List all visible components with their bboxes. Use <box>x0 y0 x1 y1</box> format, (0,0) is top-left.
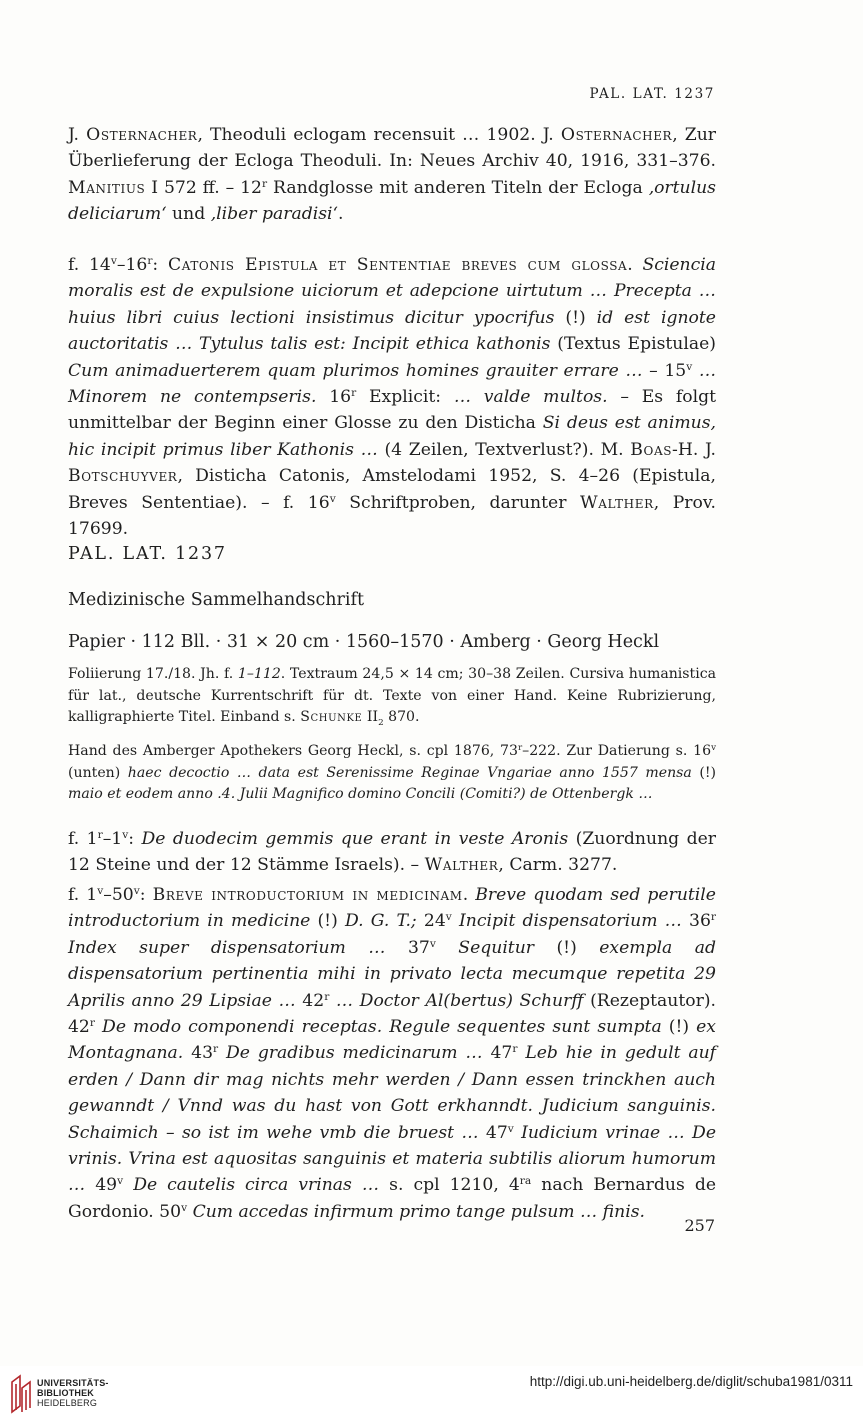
page-number: 257 <box>684 1216 715 1235</box>
paragraph-breve-introductorium: f. 1$^v$–50$^v$: Breve introductorium in medicinam. Breve quodam sed perutile introductorium in medicine (!) D. G. T.; 24$^v$ Incipit dispensatorium … 36$^r$ Index super dispensatorium … 37$^v$ Sequitur (!) exempla ad dispensatorium pertinentia mihi in privato lecta mecumque repetita 29 Aprilis anno 29 Lipsiae … 42$^r$ … Doctor Al(bertus) Schurff (Rezeptautor). 42$^r$ De modo componendi receptas. Regule sequentes sunt sumpta (!) ex Montagnana. 43$^r$ De gradibus medicinarum … 47$^r$ Leb hie in gedult auf erden / Dann dir mag nichts mehr werden / Dann essen trinckhen auch gewanndt / Vnnd was du hast von Gott erkhanndt. Judicium sanguinis. Schaimich – so ist im wehe vmb die bruest … 47$^v$ Iudicium vrinae … De vrinis. Vrina est aquositas sanguinis et materia subtilis aliorum humorum … 49$^v$ De cautelis circa vrinas … s. cpl 1210, $4^{ra}$ nach Bernardus de Gordonio. 50$^v$ Cum accedas infirmum primo tange pulsum … finis. <box>68 884 717 1222</box>
paragraph-references: J. Osternacher, Theoduli eclogam recensuit … 1902. J. Osternacher, Zur Überlieferung der Ecloga Theoduli. In: Neues Archiv 40, 1916, 331–376. Manitius I 572 ff. – 12$^r$ Randglosse mit anderen Titeln der Ecloga ‚ortulus deliciarum‘ und ‚liber paradisi‘. <box>68 125 716 225</box>
library-logo[interactable] <box>10 1374 120 1414</box>
source-url-link[interactable]: http://digi.ub.uni-heidelberg.de/diglit/schuba1981/0311 <box>529 1374 853 1389</box>
running-head: PAL. LAT. 1237 <box>589 86 715 102</box>
library-name-line-1: UNIVERSITÄTS- <box>37 1378 109 1388</box>
paragraph-catonis: f. 14$^v$–16$^r$: Catonis Epistula et Sententiae breves cum glossa. Sciencia moralis est de expulsione uiciorum et adepcione uirtutum … Precepta … huius libri cuius lectioni insistimus dicitur ypocrifus (!) id est ignote auctoritatis … Tytulus talis est: Incipit ethica kathonis (Textus Epistulae) Cum animaduerterem quam plurimos homines grauiter errare … – 15$^v$ … Minorem ne contempseris. 16$^r$ Explicit: … valde multos. – Es folgt unmittelbar der Beginn einer Glosse zu den Disticha Si deus est animus, hic incipit primus liber Kathonis … (4 Zeilen, Textverlust?). M. Boas-H. J. Botschuyver, Disticha Catonis, Amstelodami 1952, S. 4–26 (Epistula, Breves Sententiae). – f. 16$^v$ Schriftproben, darunter Walther, Prov. 17699. <box>68 254 717 540</box>
description-foliierung: Foliierung 17./18. Jh. f. 1–112. Textraum 24,5 × 14 cm; 30–38 Zeilen. Cursiva humanistica für lat., deutsche Kurrentschrift für dt. Texte von einer Hand. Keine Rubrizierung, kalligraphierte Titel. Einband s. Schunke $II_2$ 870. <box>68 666 717 728</box>
library-name-line-3: HEIDELBERG <box>37 1398 98 1408</box>
description-hand: Hand des Amberger Apothekers Georg Heckl, s. cpl 1876, 73$^r$–222. Zur Datierung s. 16$^v$ (unten) haec decoctio … data est Serenissime Reginae Vngariae anno 1557 mensa (!) maio et eodem anno .4. Julii Magnifico domino Concili (Comiti?) de Ottenbergk … <box>68 743 717 803</box>
entry-title: Medizinische Sammelhandschrift <box>68 590 364 610</box>
entry-meta: Papier · 112 Bll. · 31 × 20 cm · 1560–1570 · Amberg · Georg Heckl <box>68 632 660 652</box>
paragraph-duodecim-gemmis: f. 1$^r$–1$^v$: De duodecim gemmis que erant in veste Aronis (Zuordnung der 12 Steine und der 12 Stämme Israels). – Walther, Carm. 3277. <box>68 828 716 876</box>
ub-heidelberg-logo-icon <box>10 1374 34 1414</box>
library-name-line-2: BIBLIOTHEK <box>37 1388 94 1398</box>
library-name <box>37 1378 109 1408</box>
entry-code: PAL. LAT. 1237 <box>68 544 227 564</box>
